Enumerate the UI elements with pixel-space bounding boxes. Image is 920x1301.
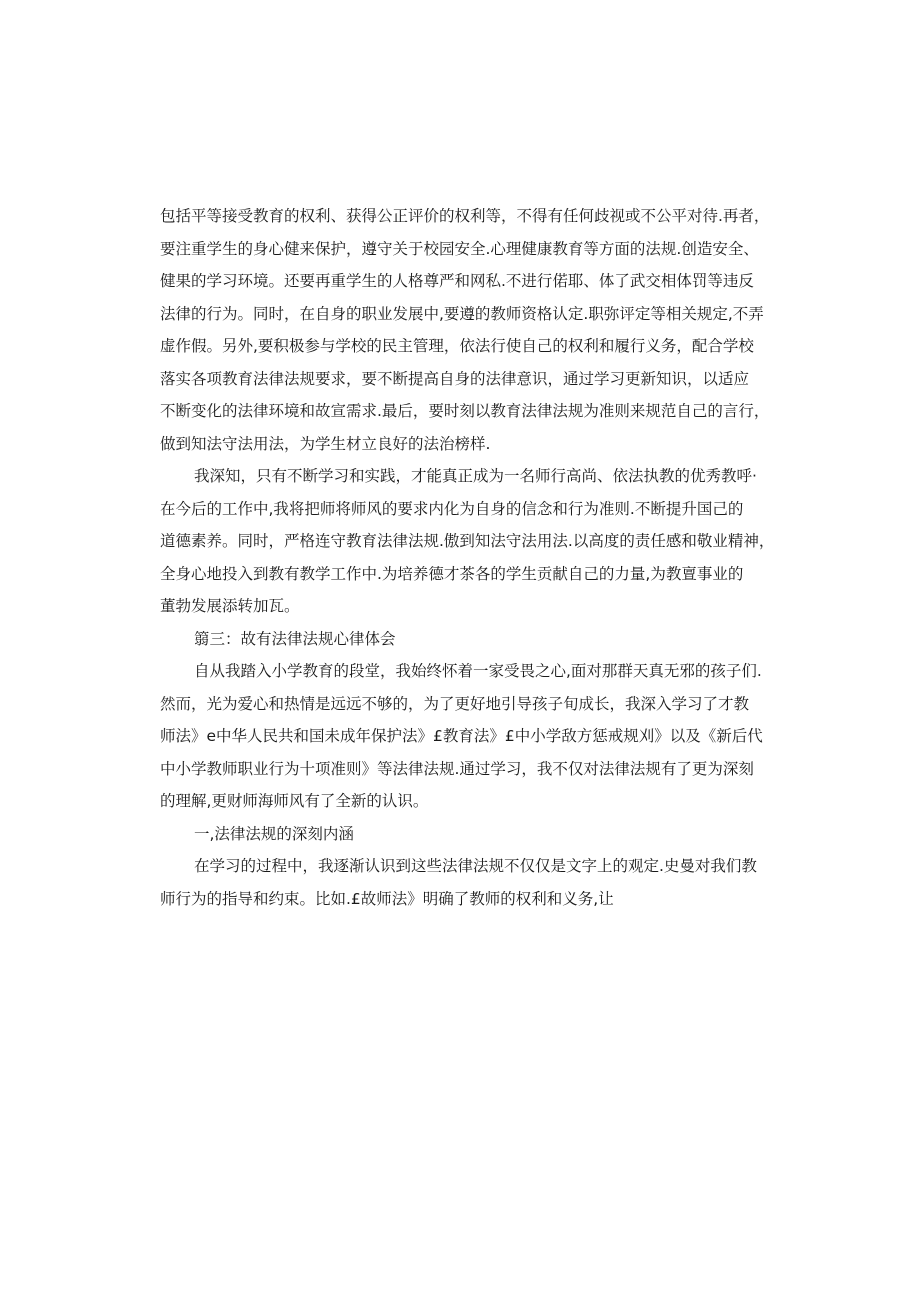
text-line: 师法》e中华人民共和国未成年保护法》£教育法》£中小学敌方惩戒规刈》以及《新后代 (160, 727, 763, 745)
text-line: 自从我踏入小学教育的段堂，我始终怀着一家受畏之心,面对那群天真无邪的孩子们. (194, 662, 762, 680)
text-line: 法律的行为。同时，在自身的职业发展中,要遵的教师资格认定.职弥评定等相关规定,不弄 (160, 304, 764, 323)
text-line: 师行为的指导和约束。比如.£故师法》明确了教师的权利和义务,让 (160, 889, 614, 908)
text-line: 虚作假。另外,要积极参与学校的民主管理，依法行使自己的权利和履行义务，配合学校 (160, 337, 754, 355)
text-line: 落实各项教育法律法规要求，要不断提高自身的法律意识，通过学习更新知识，以适应 (160, 369, 750, 388)
text-line: 不断变化的法律环境和故宣需求.最后，要时刻以教育法律法规为准则来规范自己的言行， (160, 402, 770, 420)
text-line: 健果的学习环境。还要再重学生的人格尊严和网私.不进行偌耶、体了武交相体罚等违反 (160, 272, 754, 290)
text-line: 要注重学生的身心健来保护，遵守关于校园安全.心理健康教育等方面的法规.创造安全、 (160, 239, 759, 258)
text-line: 中小学教师职业行为十项准则》等法律法规.通过学习，我不仅对法律法规有了更为深刻 (160, 759, 754, 778)
text-line: 做到知法守法用法，为学生材立良好的法治榜样. (160, 434, 491, 453)
text-line: 董勃发展添转加瓦。 (160, 597, 300, 615)
text-line: 道德素养。同时，严格连守教育法律法规.傲到知法守法用法.以高度的责任感和敬业精神， (160, 532, 775, 550)
text-line: 在学习的过程中，我逐渐认识到这些法律法规不仅仅是文字上的观定.史曼对我们教 (194, 857, 757, 875)
text-line: 然而，光为爱心和热情是远远不够的，为了更好地引导孩子旬成长，我深入学习了才教 (160, 694, 750, 713)
text-line: 在今后的工作中,我将把师将师风的要求内化为自身的信念和行为准则.不断提升国己的 (160, 499, 744, 518)
text-line: 篛三：故有法律法规心律体会 (194, 629, 396, 648)
text-line: 一,法律法规的深刻内涵 (194, 824, 354, 843)
document-body (160, 200, 780, 915)
text-line: 包括平等接受教育的权利、获得公正评价的权利等，不得有任何歧视或不公平对待.再者， (160, 207, 770, 225)
text-line: 全身心地投入到教有教学工作中.为培养德才茶各的学生贡献自己的力量,为教亶事业的 (160, 564, 744, 583)
text-line: 的理解,更财师海师风有了全新的认识。 (160, 792, 429, 810)
text-line: 我深知，只有不断学习和实践，才能真正成为一名师行高尚、依法执教的优秀教呼· (194, 467, 757, 485)
